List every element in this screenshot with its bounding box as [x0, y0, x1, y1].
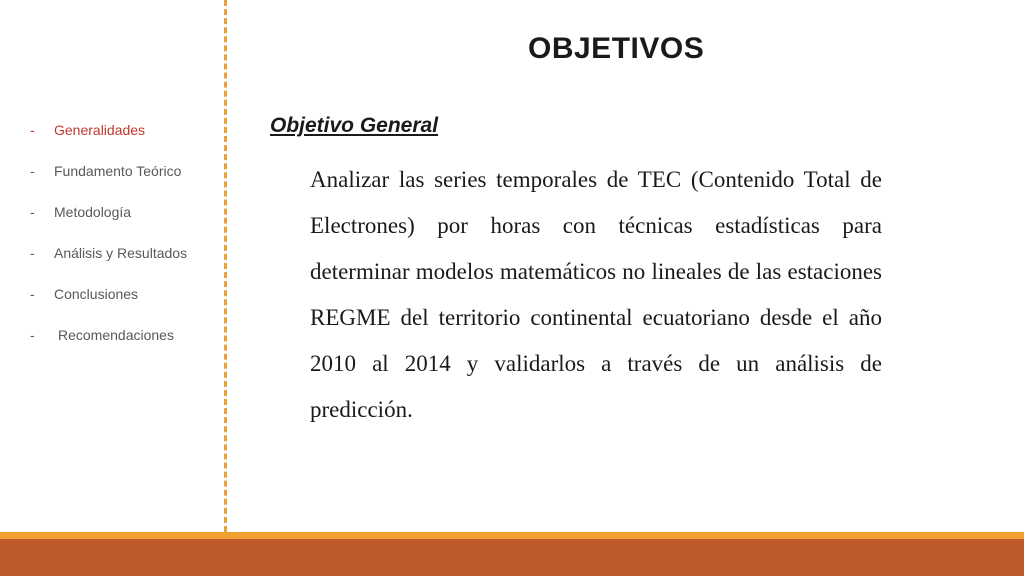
sidebar-item-metodologia[interactable] [30, 204, 187, 245]
sidebar-item-conclusiones[interactable] [30, 286, 187, 327]
sidebar-item-recomendaciones[interactable] [30, 327, 187, 368]
sidebar-item-label: Conclusiones [54, 286, 139, 302]
bullet-dash: - [30, 245, 35, 261]
sidebar-item-label: Recomendaciones [58, 327, 174, 343]
sidebar-item-fundamento-teorico[interactable] [30, 163, 187, 204]
sidebar-item-analisis-resultados[interactable] [30, 245, 187, 286]
sidebar-nav [30, 122, 187, 368]
sidebar-item-label: Generalidades [54, 122, 146, 138]
sidebar-item-generalidades[interactable] [30, 122, 187, 163]
section-heading: Objetivo General [270, 114, 439, 137]
footer-bar [0, 539, 1024, 576]
sidebar-item-label: Fundamento Teórico [54, 163, 182, 179]
bullet-dash: - [30, 204, 35, 220]
footer-accent-line [0, 532, 1024, 539]
page-title: OBJETIVOS [528, 32, 705, 65]
sidebar-item-label: Metodología [54, 204, 132, 220]
sidebar-item-label: Análisis y Resultados [54, 245, 188, 261]
bullet-dash: - [30, 163, 35, 179]
objective-paragraph: Analizar las series temporales de TEC (Contenido Total de Electrones) por horas con técnicas estadísticas para determinar modelos matemáticos no lineales de las estaciones REGME del territorio continental ecuatoriano desde el año 2010 al 2014 y validarlos a través de un análisis de predicción. [310, 167, 882, 422]
vertical-divider [224, 0, 227, 532]
bullet-dash: - [30, 122, 35, 138]
bullet-dash: - [30, 286, 35, 302]
bullet-dash: - [30, 327, 35, 343]
